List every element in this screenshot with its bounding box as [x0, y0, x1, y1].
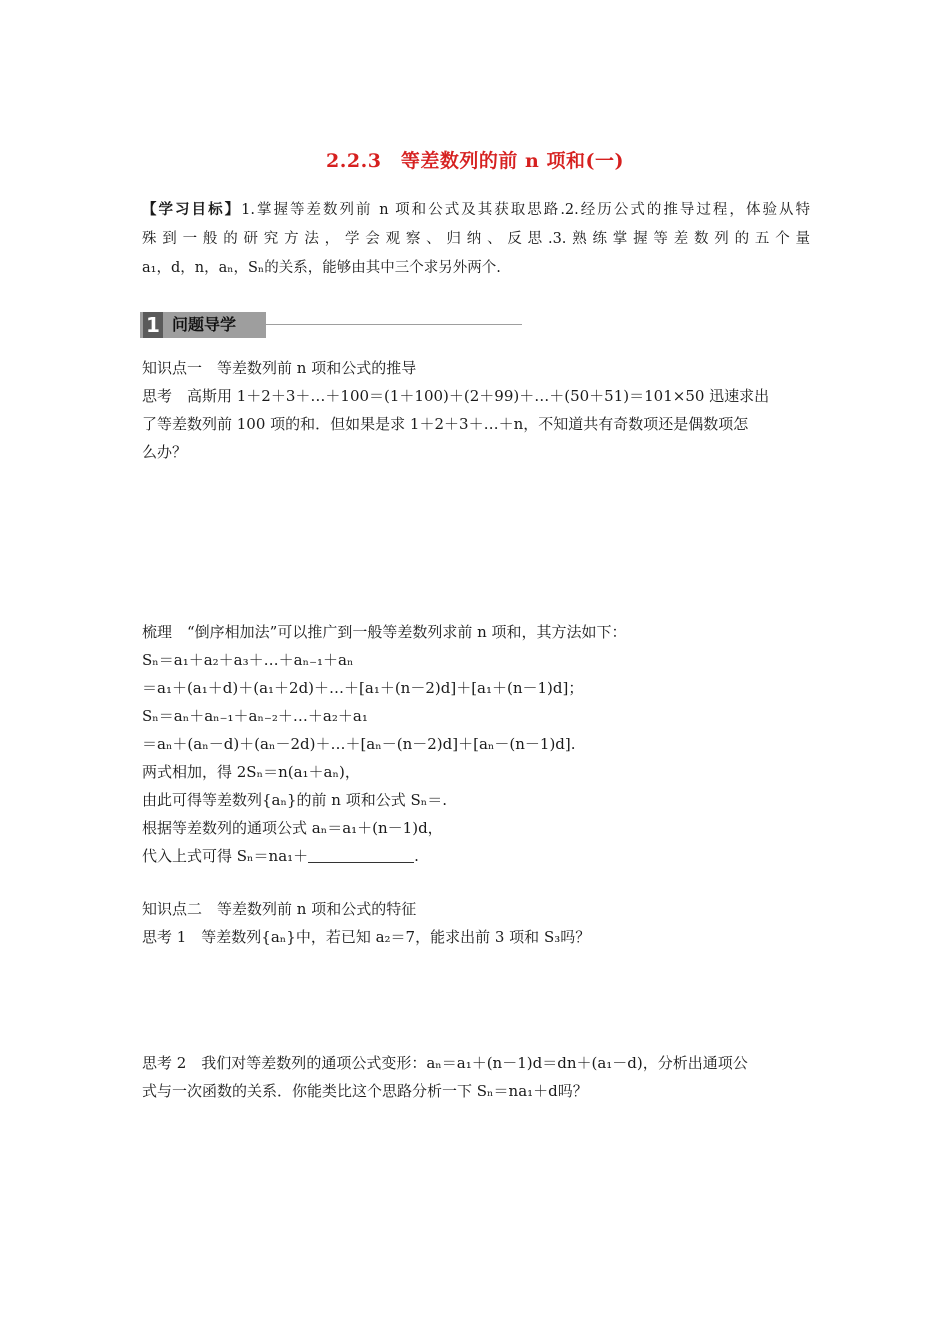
sort-line-1: 梳理 “倒序相加法”可以推广到一般等差数列求前 n 项和，其方法如下： — [142, 623, 627, 641]
kp2-think-1: 思考 1 等差数列{aₙ}中，若已知 a₂＝7，能求出前 3 项和 S₃吗？ — [142, 928, 591, 946]
section-number: 1 — [143, 312, 163, 338]
objectives-line-1 — [142, 200, 810, 220]
sort-line-7: 由此可得等差数列{aₙ}的前 n 项和公式 Sₙ＝. — [142, 791, 448, 809]
sort-line-5: ＝aₙ＋(aₙ－d)＋(aₙ－2d)＋…＋[aₙ－(n－2)d]＋[aₙ－(n－1)d]. — [142, 735, 576, 753]
objectives-text-1: 1.掌握等差数列前 n 项和公式及其获取思路.2.经历公式的推导过程，体验从特 — [241, 202, 810, 218]
sort-line-9 — [142, 846, 419, 866]
kp2-heading: 知识点二 等差数列前 n 项和公式的特征 — [142, 900, 417, 918]
kp2-think-2-line-1: 思考 2 我们对等差数列的通项公式变形：aₙ＝a₁＋(n－1)d＝dn＋(a₁－d)，分析出通项公 — [142, 1054, 748, 1072]
page-title: 2.2.3 等差数列的前 n 项和(一) — [326, 150, 624, 172]
kp1-think-line-2: 了等差数列前 100 项的和．但如果是求 1＋2＋3＋…＋n，不知道共有奇数项还是偶数项怎 — [142, 415, 749, 433]
banner-rule — [266, 324, 522, 325]
section-title: 问题导学 — [172, 315, 237, 334]
kp1-heading: 知识点一 等差数列前 n 项和公式的推导 — [142, 359, 417, 377]
sort-line-9-end: . — [414, 847, 419, 865]
kp1-think-line-1: 思考 高斯用 1＋2＋3＋…＋100＝(1＋100)＋(2＋99)＋…＋(50＋51)＝101×50 迅速求出 — [142, 387, 770, 405]
answer-blank — [308, 848, 414, 863]
kp2-think-2-line-2: 式与一次函数的关系．你能类比这个思路分析一下 Sₙ＝na₁＋d吗？ — [142, 1082, 588, 1100]
sort-line-4: Sₙ＝aₙ＋aₙ₋₁＋aₙ₋₂＋…＋a₂＋a₁ — [142, 707, 368, 725]
sort-line-2: Sₙ＝a₁＋a₂＋a₃＋…＋aₙ₋₁＋aₙ — [142, 651, 354, 669]
objectives-line-3: a₁，d，n，aₙ，Sₙ的关系，能够由其中三个求另外两个. — [142, 260, 501, 276]
sort-line-9-text: 代入上式可得 Sₙ＝na₁＋ — [142, 847, 309, 865]
sort-line-8: 根据等差数列的通项公式 aₙ＝a₁＋(n－1)d， — [142, 819, 443, 837]
objectives-line-2: 殊到一般的研究方法，学会观察、归纳、反思.3.熟练掌握等差数列的五个量 — [142, 231, 810, 247]
objectives-label: 【学习目标】 — [142, 201, 242, 218]
section-banner — [140, 312, 525, 338]
sort-line-3: ＝a₁＋(a₁＋d)＋(a₁＋2d)＋…＋[a₁＋(n－2)d]＋[a₁＋(n－1)d]； — [142, 679, 584, 697]
sort-line-6: 两式相加，得 2Sₙ＝n(a₁＋aₙ)， — [142, 763, 360, 781]
kp1-think-line-3: 么办？ — [142, 443, 188, 461]
